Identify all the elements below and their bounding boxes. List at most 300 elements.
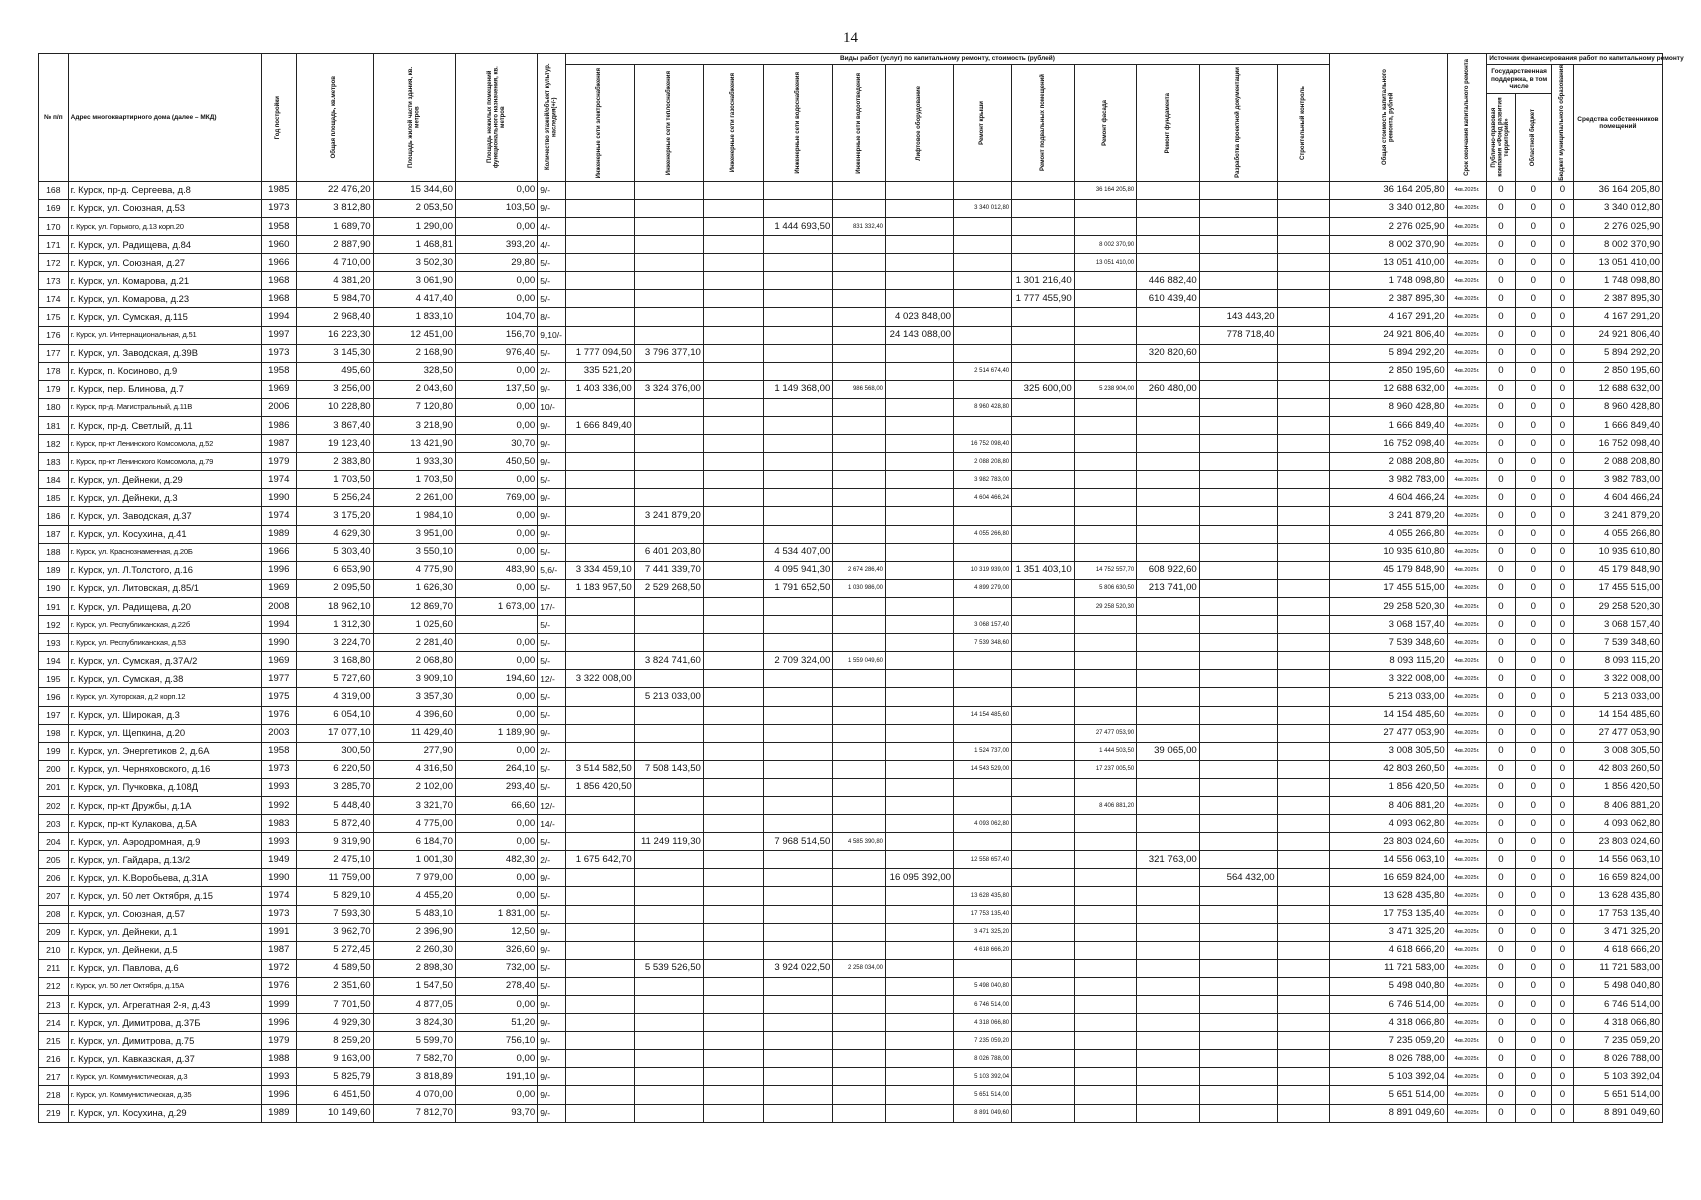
- work-cost-cell: 1 351 403,10: [1012, 561, 1075, 579]
- work-cost-cell: [1199, 941, 1277, 959]
- work-cost-cell: [1074, 670, 1137, 688]
- living-area-cell: 2 396,90: [373, 923, 455, 941]
- floors-cell: 8/-: [538, 308, 565, 326]
- work-cost-cell: [1199, 616, 1277, 634]
- header-funding-group: Источник финансирования работ по капитальному ремонту: [1487, 54, 1663, 65]
- work-cost-cell: [565, 996, 634, 1014]
- fund-cell: 0: [1487, 435, 1516, 453]
- municipal-cell: 0: [1551, 688, 1573, 706]
- work-cost-cell: [1199, 959, 1277, 977]
- address-cell: г. Курск, ул. Дейнеки, д.3: [68, 489, 261, 507]
- nonres-area-cell: 732,00: [455, 959, 537, 977]
- row-number: 178: [39, 362, 69, 380]
- work-cost-cell: [764, 778, 833, 796]
- work-cost-cell: [1012, 579, 1075, 597]
- living-area-cell: 4 455,20: [373, 887, 455, 905]
- total-cost-cell: 17 753 135,40: [1330, 905, 1447, 923]
- table-row: [39, 923, 1663, 941]
- total-cost-cell: 8 406 881,20: [1330, 796, 1447, 814]
- work-cost-cell: [886, 362, 954, 380]
- total-area-cell: 5 727,60: [296, 670, 373, 688]
- term-cell: 4кв.2025г.: [1447, 1086, 1487, 1104]
- work-cost-cell: [1137, 706, 1200, 724]
- total-area-cell: 9 319,90: [296, 833, 373, 851]
- work-cost-cell: 831 332,40: [833, 217, 886, 235]
- work-cost-cell: [703, 996, 763, 1014]
- owners-cell: 29 258 520,30: [1573, 597, 1662, 615]
- municipal-cell: 0: [1551, 453, 1573, 471]
- row-number: 200: [39, 760, 69, 778]
- owners-cell: 11 721 583,00: [1573, 959, 1662, 977]
- header-floors: Количество этажей/объект культур. наследия(+/-): [538, 54, 565, 182]
- work-cost-cell: 3 324 376,00: [634, 380, 703, 398]
- work-cost-cell: [1074, 905, 1137, 923]
- work-cost-cell: [703, 706, 763, 724]
- work-cost-cell: [703, 616, 763, 634]
- work-cost-cell: [565, 453, 634, 471]
- floors-cell: 9/-: [538, 435, 565, 453]
- fund-cell: 0: [1487, 1086, 1516, 1104]
- work-cost-cell: [634, 851, 703, 869]
- work-cost-cell: [703, 417, 763, 435]
- work-cost-cell: 1 444 503,50: [1074, 742, 1137, 760]
- work-cost-cell: [1012, 760, 1075, 778]
- address-cell: г. Курск, ул. Агрегатная 2-я, д.43: [68, 996, 261, 1014]
- work-cost-cell: [1137, 959, 1200, 977]
- work-cost-cell: [1012, 851, 1075, 869]
- header-fund: Публично-правовая компания «Фонд развития территорий»: [1487, 94, 1516, 182]
- term-cell: 4кв.2025г.: [1447, 398, 1487, 416]
- address-cell: г. Курск, ул. Черняховского, д.16: [68, 760, 261, 778]
- work-cost-cell: [886, 561, 954, 579]
- work-cost-cell: [703, 380, 763, 398]
- nonres-area-cell: 0,00: [455, 543, 537, 561]
- work-cost-cell: [886, 1068, 954, 1086]
- work-cost-cell: [1137, 398, 1200, 416]
- header-work: Инженерные сети электроснабжения: [565, 65, 634, 182]
- header-state-support: Государственная поддержка, в том числе: [1487, 65, 1552, 94]
- fund-cell: 0: [1487, 977, 1516, 995]
- fund-cell: 0: [1487, 833, 1516, 851]
- fund-cell: 0: [1487, 290, 1516, 308]
- work-cost-cell: [886, 887, 954, 905]
- total-cost-cell: 8 891 049,60: [1330, 1104, 1447, 1122]
- work-cost-cell: [565, 525, 634, 543]
- work-cost-cell: [1012, 742, 1075, 760]
- nonres-area-cell: 0,00: [455, 272, 537, 290]
- work-cost-cell: [1137, 217, 1200, 235]
- total-cost-cell: 8 960 428,80: [1330, 398, 1447, 416]
- work-cost-cell: [886, 760, 954, 778]
- fund-cell: 0: [1487, 597, 1516, 615]
- living-area-cell: 2 053,50: [373, 199, 455, 217]
- work-cost-cell: 7 968 514,50: [764, 833, 833, 851]
- work-cost-cell: [703, 272, 763, 290]
- address-cell: г. Курск, ул. Коммунистическая, д.35: [68, 1086, 261, 1104]
- work-cost-cell: 8 002 370,90: [1074, 236, 1137, 254]
- work-cost-cell: [1277, 1050, 1330, 1068]
- living-area-cell: 3 502,30: [373, 254, 455, 272]
- work-cost-cell: 4 618 666,20: [954, 941, 1012, 959]
- work-cost-cell: [886, 453, 954, 471]
- work-cost-cell: [764, 996, 833, 1014]
- owners-cell: 17 455 515,00: [1573, 579, 1662, 597]
- floors-cell: 5/-: [538, 706, 565, 724]
- fund-cell: 0: [1487, 996, 1516, 1014]
- work-cost-cell: [565, 1086, 634, 1104]
- work-cost-cell: [703, 815, 763, 833]
- living-area-cell: 2 281,40: [373, 634, 455, 652]
- work-cost-cell: [764, 796, 833, 814]
- term-cell: 4кв.2025г.: [1447, 453, 1487, 471]
- work-cost-cell: [1012, 199, 1075, 217]
- row-number: 179: [39, 380, 69, 398]
- municipal-cell: 0: [1551, 471, 1573, 489]
- total-area-cell: 3 812,80: [296, 199, 373, 217]
- municipal-cell: 0: [1551, 507, 1573, 525]
- address-cell: г. Курск, ул. 50 лет Октября, д.15: [68, 887, 261, 905]
- work-cost-cell: [764, 453, 833, 471]
- living-area-cell: 11 429,40: [373, 724, 455, 742]
- total-area-cell: 1 689,70: [296, 217, 373, 235]
- work-cost-cell: [634, 471, 703, 489]
- address-cell: г. Курск, ул. Горького, д.13 корп.20: [68, 217, 261, 235]
- work-cost-cell: [565, 887, 634, 905]
- work-cost-cell: [1012, 616, 1075, 634]
- work-cost-cell: [1137, 543, 1200, 561]
- living-area-cell: 2 261,00: [373, 489, 455, 507]
- address-cell: г. Курск, ул. Заводская, д.37: [68, 507, 261, 525]
- owners-cell: 13 051 410,00: [1573, 254, 1662, 272]
- work-cost-cell: [833, 778, 886, 796]
- work-cost-cell: [703, 977, 763, 995]
- work-cost-cell: [764, 688, 833, 706]
- nonres-area-cell: 12,50: [455, 923, 537, 941]
- fund-cell: 0: [1487, 1014, 1516, 1032]
- table-row: [39, 869, 1663, 887]
- table-row: [39, 724, 1663, 742]
- work-cost-cell: [1012, 453, 1075, 471]
- total-area-cell: 17 077,10: [296, 724, 373, 742]
- floors-cell: 4/-: [538, 217, 565, 235]
- work-cost-cell: [1277, 236, 1330, 254]
- work-cost-cell: 335 521,20: [565, 362, 634, 380]
- work-cost-cell: [1199, 742, 1277, 760]
- municipal-cell: 0: [1551, 796, 1573, 814]
- municipal-cell: 0: [1551, 905, 1573, 923]
- work-cost-cell: [833, 236, 886, 254]
- work-cost-cell: 1 666 849,40: [565, 417, 634, 435]
- work-cost-cell: 5 498 040,80: [954, 977, 1012, 995]
- term-cell: 4кв.2025г.: [1447, 796, 1487, 814]
- term-cell: 4кв.2025г.: [1447, 652, 1487, 670]
- living-area-cell: 4 070,00: [373, 1086, 455, 1104]
- fund-cell: 0: [1487, 688, 1516, 706]
- nonres-area-cell: 0,00: [455, 525, 537, 543]
- work-cost-cell: 6 401 203,80: [634, 543, 703, 561]
- work-cost-cell: [1137, 996, 1200, 1014]
- total-area-cell: 1 312,30: [296, 616, 373, 634]
- living-area-cell: 2 068,80: [373, 652, 455, 670]
- total-area-cell: 3 175,20: [296, 507, 373, 525]
- work-cost-cell: [1074, 199, 1137, 217]
- nonres-area-cell: 326,60: [455, 941, 537, 959]
- work-cost-cell: 12 558 657,40: [954, 851, 1012, 869]
- owners-cell: 3 241 879,20: [1573, 507, 1662, 525]
- address-cell: г. Курск, ул. Л.Толстого, д.16: [68, 561, 261, 579]
- municipal-cell: 0: [1551, 254, 1573, 272]
- work-cost-cell: [1199, 290, 1277, 308]
- nonres-area-cell: 483,90: [455, 561, 537, 579]
- term-cell: 4кв.2025г.: [1447, 272, 1487, 290]
- year-cell: 1999: [261, 996, 296, 1014]
- term-cell: 4кв.2025г.: [1447, 760, 1487, 778]
- total-cost-cell: 5 894 292,20: [1330, 344, 1447, 362]
- regional-cell: 0: [1515, 1104, 1551, 1122]
- regional-cell: 0: [1515, 1014, 1551, 1032]
- work-cost-cell: [1277, 652, 1330, 670]
- row-number: 214: [39, 1014, 69, 1032]
- work-cost-cell: [886, 670, 954, 688]
- term-cell: 4кв.2025г.: [1447, 742, 1487, 760]
- work-cost-cell: [833, 706, 886, 724]
- work-cost-cell: [833, 688, 886, 706]
- address-cell: г. Курск, ул. К.Воробьева, д.31А: [68, 869, 261, 887]
- work-cost-cell: 4 093 062,80: [954, 815, 1012, 833]
- work-cost-cell: [1277, 290, 1330, 308]
- floors-cell: 9/-: [538, 380, 565, 398]
- nonres-area-cell: 0,00: [455, 579, 537, 597]
- work-cost-cell: [886, 199, 954, 217]
- work-cost-cell: [764, 634, 833, 652]
- work-cost-cell: [954, 344, 1012, 362]
- floors-cell: 5/-: [538, 634, 565, 652]
- fund-cell: 0: [1487, 941, 1516, 959]
- work-cost-cell: [886, 398, 954, 416]
- total-cost-cell: 4 093 062,80: [1330, 815, 1447, 833]
- work-cost-cell: [954, 652, 1012, 670]
- fund-cell: 0: [1487, 616, 1516, 634]
- total-cost-cell: 13 051 410,00: [1330, 254, 1447, 272]
- nonres-area-cell: 156,70: [455, 326, 537, 344]
- year-cell: 1989: [261, 1104, 296, 1122]
- work-cost-cell: 2 514 674,40: [954, 362, 1012, 380]
- term-cell: 4кв.2025г.: [1447, 1068, 1487, 1086]
- floors-cell: 5/-: [538, 344, 565, 362]
- regional-cell: 0: [1515, 977, 1551, 995]
- work-cost-cell: 1 403 336,00: [565, 380, 634, 398]
- nonres-area-cell: 0,00: [455, 398, 537, 416]
- work-cost-cell: [886, 217, 954, 235]
- work-cost-cell: [634, 796, 703, 814]
- floors-cell: 9/-: [538, 1014, 565, 1032]
- work-cost-cell: [764, 851, 833, 869]
- year-cell: 1991: [261, 923, 296, 941]
- regional-cell: 0: [1515, 996, 1551, 1014]
- floors-cell: 5,6/-: [538, 561, 565, 579]
- municipal-cell: 0: [1551, 272, 1573, 290]
- work-cost-cell: [565, 634, 634, 652]
- living-area-cell: 1 547,50: [373, 977, 455, 995]
- year-cell: 2003: [261, 724, 296, 742]
- living-area-cell: 5 483,10: [373, 905, 455, 923]
- nonres-area-cell: 393,20: [455, 236, 537, 254]
- work-cost-cell: [833, 1050, 886, 1068]
- work-cost-cell: [833, 923, 886, 941]
- municipal-cell: 0: [1551, 742, 1573, 760]
- nonres-area-cell: 450,50: [455, 453, 537, 471]
- work-cost-cell: [1012, 543, 1075, 561]
- work-cost-cell: 17 237 005,50: [1074, 760, 1137, 778]
- work-cost-cell: [634, 525, 703, 543]
- work-cost-cell: [634, 1014, 703, 1032]
- year-cell: 1987: [261, 941, 296, 959]
- fund-cell: 0: [1487, 670, 1516, 688]
- nonres-area-cell: 137,50: [455, 380, 537, 398]
- table-row: [39, 941, 1663, 959]
- work-cost-cell: [833, 199, 886, 217]
- total-area-cell: 6 054,10: [296, 706, 373, 724]
- table-row: [39, 236, 1663, 254]
- nonres-area-cell: 0,00: [455, 833, 537, 851]
- fund-cell: 0: [1487, 815, 1516, 833]
- regional-cell: 0: [1515, 616, 1551, 634]
- living-area-cell: 3 218,90: [373, 417, 455, 435]
- living-area-cell: 7 120,80: [373, 398, 455, 416]
- work-cost-cell: [954, 254, 1012, 272]
- total-area-cell: 7 593,30: [296, 905, 373, 923]
- work-cost-cell: [703, 489, 763, 507]
- work-cost-cell: [1074, 634, 1137, 652]
- work-cost-cell: [833, 308, 886, 326]
- regional-cell: 0: [1515, 706, 1551, 724]
- owners-cell: 8 002 370,90: [1573, 236, 1662, 254]
- work-cost-cell: [1199, 760, 1277, 778]
- total-area-cell: 19 123,40: [296, 435, 373, 453]
- work-cost-cell: [954, 326, 1012, 344]
- work-cost-cell: [1137, 634, 1200, 652]
- table-row: [39, 815, 1663, 833]
- total-cost-cell: 13 628 435,80: [1330, 887, 1447, 905]
- work-cost-cell: [634, 742, 703, 760]
- table-row: [39, 471, 1663, 489]
- work-cost-cell: [764, 1014, 833, 1032]
- header-total-area: Общая площадь, кв.метров: [296, 54, 373, 182]
- work-cost-cell: [1277, 507, 1330, 525]
- living-area-cell: 1 933,30: [373, 453, 455, 471]
- work-cost-cell: [764, 724, 833, 742]
- work-cost-cell: [1277, 417, 1330, 435]
- municipal-cell: 0: [1551, 1104, 1573, 1122]
- work-cost-cell: 4 604 466,24: [954, 489, 1012, 507]
- total-area-cell: 5 984,70: [296, 290, 373, 308]
- work-cost-cell: [764, 905, 833, 923]
- work-cost-cell: [1137, 724, 1200, 742]
- work-cost-cell: [1012, 435, 1075, 453]
- total-cost-cell: 29 258 520,30: [1330, 597, 1447, 615]
- year-cell: 1990: [261, 869, 296, 887]
- total-area-cell: 9 163,00: [296, 1050, 373, 1068]
- fund-cell: 0: [1487, 507, 1516, 525]
- work-cost-cell: [1277, 1014, 1330, 1032]
- work-cost-cell: 325 600,00: [1012, 380, 1075, 398]
- row-number: 174: [39, 290, 69, 308]
- work-cost-cell: 13 628 435,80: [954, 887, 1012, 905]
- work-cost-cell: [886, 977, 954, 995]
- work-cost-cell: [634, 199, 703, 217]
- work-cost-cell: [1074, 778, 1137, 796]
- work-cost-cell: [1277, 616, 1330, 634]
- living-area-cell: 4 396,60: [373, 706, 455, 724]
- total-cost-cell: 45 179 848,90: [1330, 561, 1447, 579]
- regional-cell: 0: [1515, 398, 1551, 416]
- row-number: 177: [39, 344, 69, 362]
- work-cost-cell: [1199, 217, 1277, 235]
- fund-cell: 0: [1487, 471, 1516, 489]
- work-cost-cell: [1277, 181, 1330, 199]
- header-total-cost: Общая стоимость капитального ремонта, рублей: [1330, 54, 1447, 182]
- work-cost-cell: [1012, 1050, 1075, 1068]
- work-cost-cell: 11 249 119,30: [634, 833, 703, 851]
- nonres-area-cell: 30,70: [455, 435, 537, 453]
- fund-cell: 0: [1487, 217, 1516, 235]
- row-number: 191: [39, 597, 69, 615]
- year-cell: 1973: [261, 905, 296, 923]
- owners-cell: 4 055 266,80: [1573, 525, 1662, 543]
- total-area-cell: 2 383,80: [296, 453, 373, 471]
- total-cost-cell: 5 103 392,04: [1330, 1068, 1447, 1086]
- total-cost-cell: 4 618 666,20: [1330, 941, 1447, 959]
- total-area-cell: 4 629,30: [296, 525, 373, 543]
- fund-cell: 0: [1487, 543, 1516, 561]
- living-area-cell: 328,50: [373, 362, 455, 380]
- work-cost-cell: [634, 941, 703, 959]
- work-cost-cell: [634, 217, 703, 235]
- capital-repair-table: [38, 53, 1684, 1123]
- work-cost-cell: [764, 887, 833, 905]
- work-cost-cell: [764, 1104, 833, 1122]
- work-cost-cell: [1074, 688, 1137, 706]
- municipal-cell: 0: [1551, 597, 1573, 615]
- work-cost-cell: [1277, 435, 1330, 453]
- work-cost-cell: 5 213 033,00: [634, 688, 703, 706]
- work-cost-cell: [1074, 1086, 1137, 1104]
- year-cell: 1973: [261, 344, 296, 362]
- total-cost-cell: 3 068 157,40: [1330, 616, 1447, 634]
- regional-cell: 0: [1515, 308, 1551, 326]
- work-cost-cell: [565, 1014, 634, 1032]
- work-cost-cell: [1137, 1032, 1200, 1050]
- work-cost-cell: [954, 507, 1012, 525]
- address-cell: г. Курск, ул. Радищева, д.84: [68, 236, 261, 254]
- address-cell: г. Курск, пер. Блинова, д.7: [68, 380, 261, 398]
- year-cell: 1974: [261, 471, 296, 489]
- year-cell: 1997: [261, 326, 296, 344]
- nonres-area-cell: 93,70: [455, 1104, 537, 1122]
- table-row: [39, 398, 1663, 416]
- nonres-area-cell: 51,20: [455, 1014, 537, 1032]
- address-cell: г. Курск, п. Косиново, д.9: [68, 362, 261, 380]
- work-cost-cell: [634, 616, 703, 634]
- work-cost-cell: [886, 923, 954, 941]
- work-cost-cell: [1137, 471, 1200, 489]
- total-cost-cell: 12 688 632,00: [1330, 380, 1447, 398]
- total-cost-cell: 3 471 325,20: [1330, 923, 1447, 941]
- work-cost-cell: [1199, 417, 1277, 435]
- regional-cell: 0: [1515, 742, 1551, 760]
- work-cost-cell: [886, 815, 954, 833]
- address-cell: г. Курск, ул. Комарова, д.21: [68, 272, 261, 290]
